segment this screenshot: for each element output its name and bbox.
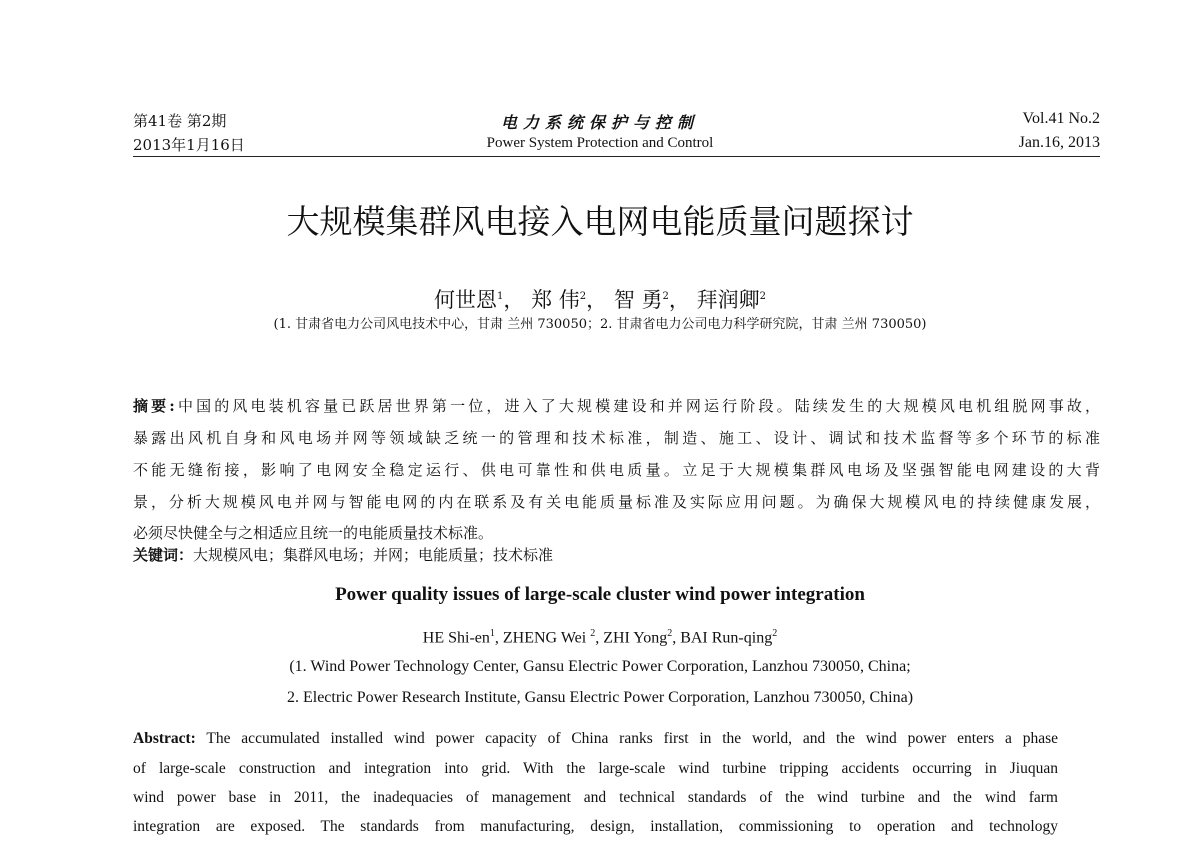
header-rule: [133, 156, 1100, 157]
journal-en: Power System Protection and Control: [486, 135, 714, 151]
keywords-text: 大规模风电；集群风电场；并网；电能质量；技术标准: [193, 546, 554, 564]
abstract-cn-line: 不能无缝衔接，影响了电网安全稳定运行、供电可靠性和供电质量。立足于大规模集群风电场及坚强智能电网建设的大背: [133, 461, 1100, 479]
title-en: Power quality issues of large-scale cluster wind power integration: [335, 584, 865, 605]
author: ZHI Yong: [603, 629, 668, 647]
author: 拜润卿: [696, 288, 760, 312]
abstract-en-label: Abstract:: [133, 730, 196, 747]
volume-en: Vol.41 No.2: [1022, 110, 1100, 127]
author-sup: 2: [772, 628, 778, 639]
author-sup: 1: [497, 291, 504, 302]
keywords-label: 关键词：: [133, 546, 194, 564]
title-cn: 大规模集群风电接入电网电能质量问题探讨: [286, 202, 914, 241]
volume-cn: 第41卷 第2期: [133, 112, 227, 130]
author-sup: 1: [489, 628, 495, 639]
author-sup: 2: [759, 291, 766, 302]
author: 智 勇: [613, 288, 663, 312]
authors-cn: 何世恩$^1$， 郑 伟$^2$， 智 勇$^2$， 拜润卿$^2$: [434, 288, 766, 312]
author: HE Shi-en: [422, 629, 490, 647]
abstract-en-line: of large-scale construction and integration into grid. With the large-scale wind turbine tripping accidents occurring in Jiuquan: [133, 760, 1058, 777]
date-cn: 2013年1月16日: [133, 136, 245, 154]
affiliation-cn: (1. 甘肃省电力公司风电技术中心，甘肃 兰州 730050；2. 甘肃省电力公司电力科学研究院，甘肃 兰州 730050): [273, 317, 927, 332]
abstract-cn-line: [133, 395, 1100, 416]
abstract-en-line: [133, 730, 1058, 748]
author: 何世恩: [434, 288, 498, 312]
author: 郑 伟: [531, 288, 580, 312]
authors-en: HE Shi-$en^1$, ZHENG Wei $^2$, ZHI Yong$^2$, BAI Run-qing$^2$: [422, 628, 778, 647]
author-sup: 2: [667, 628, 673, 639]
author: BAI Run-qing: [680, 629, 773, 647]
date-en: Jan.16, 2013: [1018, 134, 1100, 151]
abstract-cn-line: 必须尽快健全与之相适应且统一的电能质量技术标准。: [133, 524, 494, 542]
author-sup: 2: [579, 291, 587, 302]
abstract-cn-line: 暴露出风机自身和风电场并网等领域缺乏统一的管理和技术标准，制造、施工、设计、调试和技术监督等多个环节的标准: [133, 429, 1100, 447]
journal-cn: 电力系统保护与控制: [500, 113, 699, 132]
abstract-cn-line: 景，分析大规模风电并网与智能电网的内在联系及有关电能质量标准及实际应用问题。为确保大规模风电的持续健康发展，: [133, 493, 1100, 511]
abstract-text: 中国的风电装机容量已跃居世界第一位，进入了大规模建设和并网运行阶段。陆续发生的大规模风电机组脱网事故，: [174, 397, 1100, 415]
author: ZHENG Wei: [502, 629, 587, 647]
affiliation-en: 2. Electric Power Research Institute, Gansu Electric Power Corporation, Lanzhou 730050, China): [286, 689, 914, 706]
abstract-en-line: wind power base in 2011, the inadequacies of management and technical standards of the wind turbine and the wind farm: [133, 789, 1058, 806]
author-sup: 2: [662, 291, 669, 302]
keywords-cn: [133, 544, 553, 565]
abstract-cn-label: 摘要:: [133, 397, 175, 415]
abstract-text: The accumulated installed wind power capacity of China ranks first in the world, and the wind power enters a phase: [206, 730, 1058, 747]
affiliation-en: (1. Wind Power Technology Center, Gansu Electric Power Corporation, Lanzhou 730050, China;: [289, 658, 911, 675]
abstract-en-line: integration are exposed. The standards from manufacturing, design, installation, commissioning to operation and technology: [133, 818, 1058, 835]
author-sup: 2: [590, 628, 596, 639]
